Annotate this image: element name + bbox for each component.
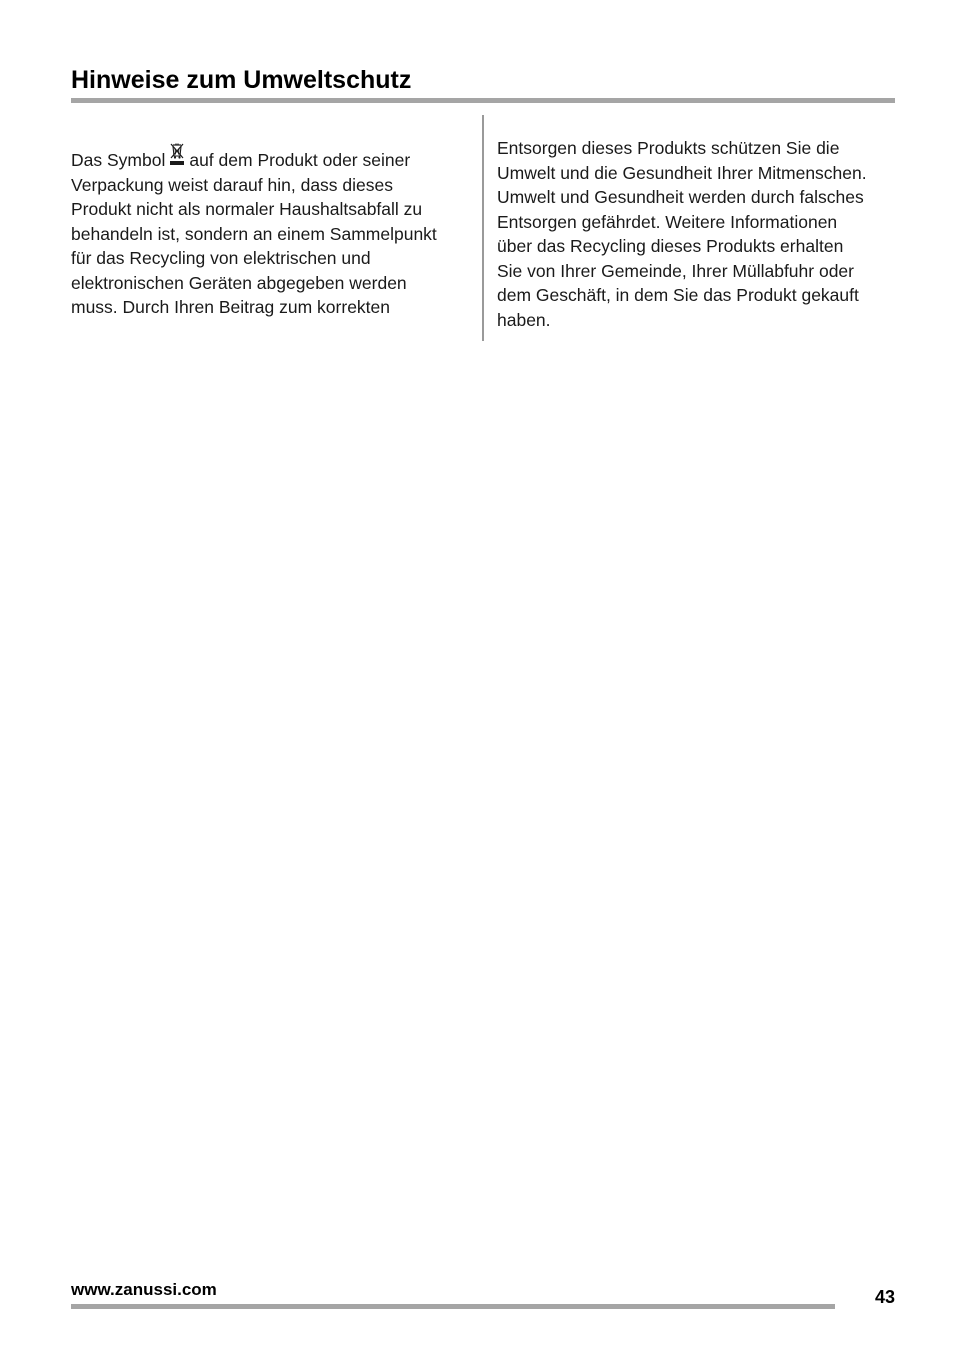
- text-line: Entsorgen dieses Produkts schützen Sie die: [497, 138, 840, 158]
- title-rule: [71, 98, 895, 103]
- page-number: 43: [874, 1287, 895, 1307]
- text-line: muss. Durch Ihren Beitrag zum korrekten: [71, 297, 391, 317]
- text-line: Produkt nicht als normaler Haushaltsabfall zu: [71, 199, 423, 219]
- text-line: für das Recycling von elektrischen und: [71, 248, 371, 268]
- right-column: [497, 136, 897, 332]
- text-line: Entsorgen gefährdet. Weitere Informationen: [497, 211, 838, 232]
- text-line: Umwelt und Gesundheit werden durch falsches: [497, 187, 864, 207]
- left-column: [71, 142, 469, 320]
- text-segment: Das Symbol: [71, 150, 166, 170]
- text-line: Umwelt und die Gesundheit Ihrer Mitmenschen.: [497, 162, 867, 183]
- text-line: [71, 142, 469, 173]
- crossed-out-wheelie-bin-icon: [167, 142, 187, 168]
- text-line: Verpackung weist darauf hin, dass dieses: [71, 174, 393, 195]
- text-line: haben.: [497, 309, 551, 330]
- text-line: Sie von Ihrer Gemeinde, Ihrer Müllabfuhr oder: [497, 260, 854, 281]
- text-line: dem Geschäft, in dem Sie das Produkt gekauft: [497, 285, 859, 305]
- text-segment: auf dem Produkt oder seiner: [189, 150, 411, 170]
- section-title: Hinweise zum Umweltschutz: [71, 66, 412, 94]
- text-line: über das Recycling dieses Produkts erhalten: [497, 236, 844, 256]
- text-line: behandeln ist, sondern an einem Sammelpunkt: [71, 223, 437, 244]
- column-divider: [482, 115, 484, 341]
- footer-website-link[interactable]: www.zanussi.com: [71, 1280, 217, 1299]
- text-line: elektronischen Geräten abgegeben werden: [71, 272, 407, 293]
- footer-rule: [71, 1304, 835, 1309]
